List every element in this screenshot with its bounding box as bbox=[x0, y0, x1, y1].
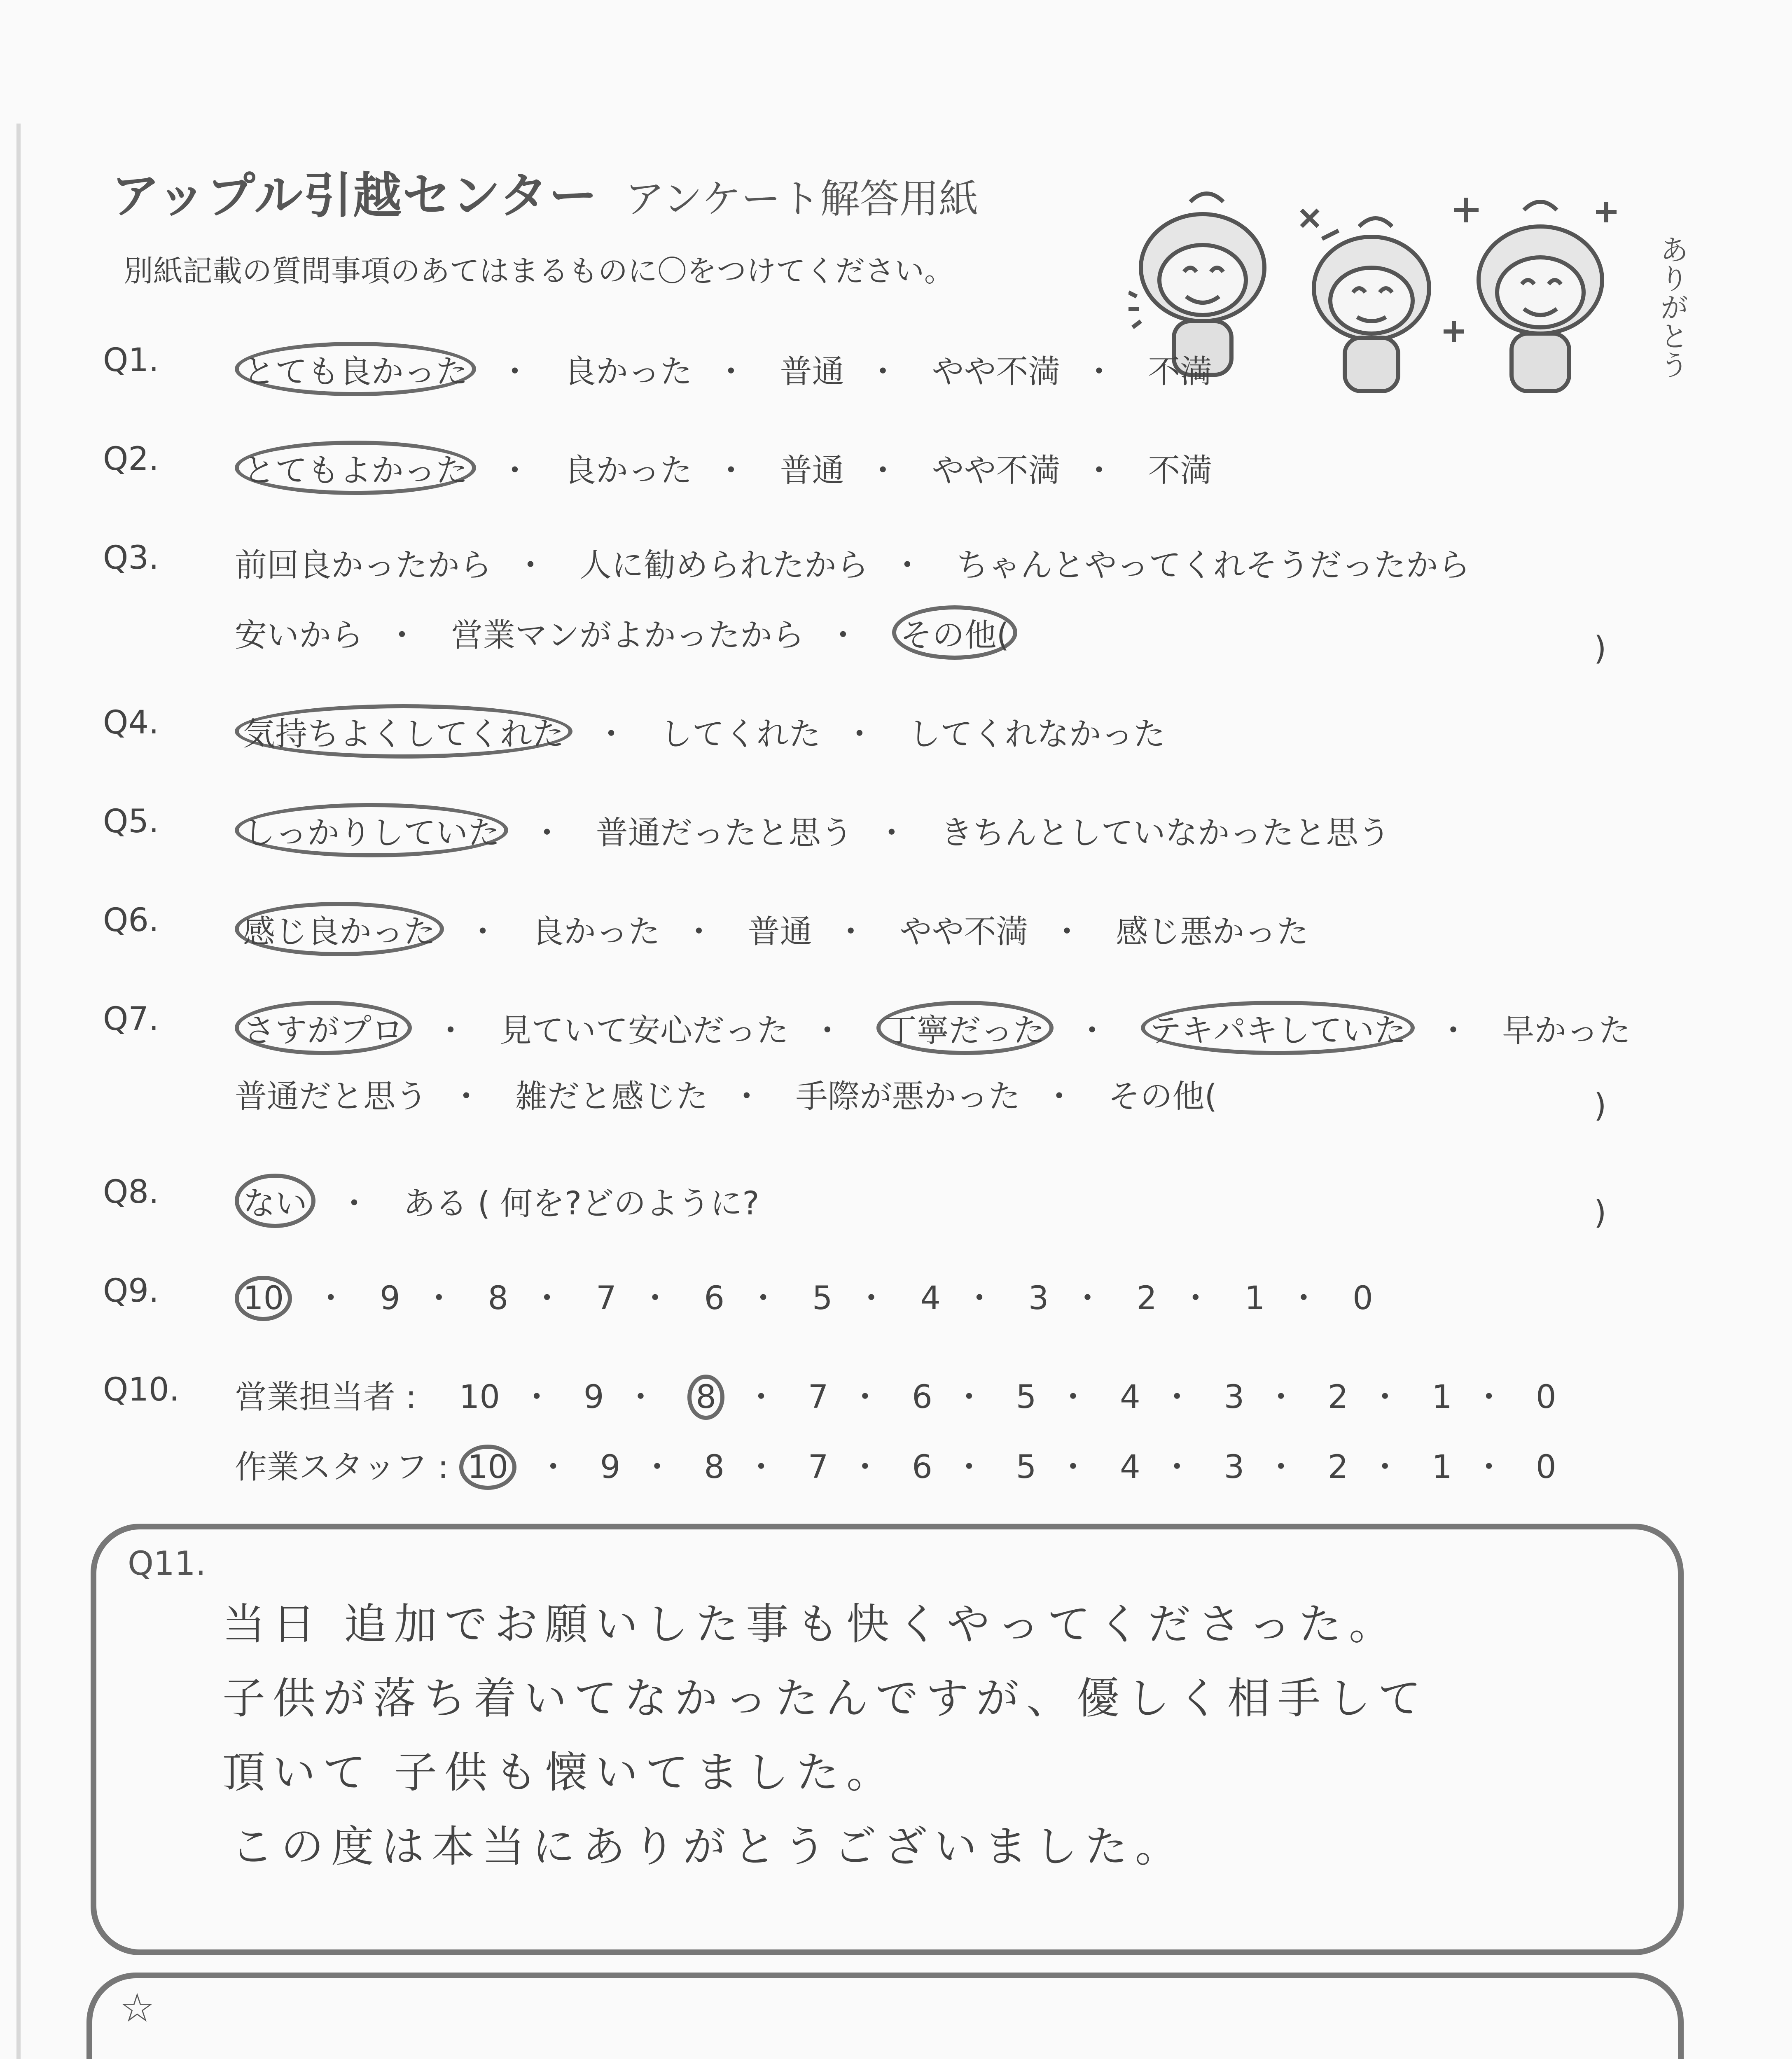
q4-option-3[interactable]: してくれなかった bbox=[908, 716, 1166, 753]
question-number: Q6. bbox=[103, 902, 159, 939]
q8-close-paren: ) bbox=[1594, 1194, 1607, 1231]
q6-option-1[interactable]: 感じ良かった bbox=[235, 902, 444, 956]
q7-option-other[interactable]: その他( bbox=[1108, 1078, 1217, 1115]
q10-staff-6[interactable]: 6 bbox=[912, 1449, 932, 1486]
q6-option-4[interactable]: やや不満 bbox=[900, 913, 1028, 950]
q9-score-6[interactable]: 6 bbox=[704, 1280, 725, 1317]
page-edge bbox=[16, 124, 21, 2059]
question-number: Q1. bbox=[103, 342, 159, 379]
q10-staff-7[interactable]: 7 bbox=[808, 1449, 829, 1486]
q3-option-5[interactable]: 営業マンがよかったから bbox=[451, 617, 804, 654]
q10-staff-5[interactable]: 5 bbox=[1016, 1449, 1037, 1486]
q9-score-4[interactable]: 4 bbox=[920, 1280, 941, 1317]
q9-score-8[interactable]: 8 bbox=[488, 1280, 509, 1317]
q10-sales-10[interactable]: 10 bbox=[459, 1379, 500, 1416]
q7-option-1[interactable]: さすがプロ bbox=[235, 1001, 412, 1055]
q10-sales-3[interactable]: 3 bbox=[1224, 1379, 1245, 1416]
q9-score-10[interactable]: 10 bbox=[235, 1276, 292, 1321]
q10-staff-label: 作業スタッフ : bbox=[235, 1449, 449, 1486]
q5-option-2[interactable]: 普通だったと思う bbox=[596, 815, 853, 852]
question-number: Q5. bbox=[103, 803, 159, 840]
q10-sales-row: 営業担当者 : 10 ・ 9 ・ 8 ・ 7 ・ 6 ・ 5 ・ 4 ・ 3 ・ 2 ・ 1 ・ 0 bbox=[235, 1371, 1556, 1420]
q6-option-3[interactable]: 普通 bbox=[748, 913, 812, 950]
question-number: Q8. bbox=[103, 1174, 159, 1211]
q11-comment-line-3: 頂いて 子供も懐いてました。 bbox=[222, 1747, 897, 1798]
q2-option-5[interactable]: 不満 bbox=[1148, 452, 1213, 489]
question-number: Q3. bbox=[103, 539, 159, 577]
q1-option-1[interactable]: とても良かった bbox=[235, 342, 476, 396]
q4-option-1[interactable]: 気持ちよくしてくれた bbox=[235, 704, 572, 759]
q3-option-1[interactable]: 前回良かったから bbox=[235, 547, 492, 584]
q10-sales-4[interactable]: 4 bbox=[1120, 1379, 1140, 1416]
q3-close-paren: ) bbox=[1594, 630, 1607, 667]
q10-sales-1[interactable]: 1 bbox=[1432, 1379, 1453, 1416]
q2-option-3[interactable]: 普通 bbox=[780, 452, 844, 489]
q2-option-2[interactable]: 良かった bbox=[563, 452, 692, 489]
q10-staff-10[interactable]: 10 bbox=[459, 1445, 516, 1490]
q3-option-4[interactable]: 安いから bbox=[235, 617, 364, 654]
q11-comment-line-1: 当日 追加でお願いした事も快くやってくださった。 bbox=[222, 1599, 1399, 1649]
star-icon: ☆ bbox=[119, 1985, 155, 2031]
q7-option-6[interactable]: 普通だと思う bbox=[235, 1078, 428, 1115]
q9-score-2[interactable]: 2 bbox=[1136, 1280, 1157, 1317]
q6-option-2[interactable]: 良かった bbox=[531, 913, 660, 950]
question-number: Q10. bbox=[103, 1371, 180, 1408]
q7-option-8[interactable]: 手際が悪かった bbox=[795, 1078, 1021, 1115]
q9-score-1[interactable]: 1 bbox=[1244, 1280, 1265, 1317]
q5-option-3[interactable]: きちんとしていなかったと思う bbox=[940, 815, 1390, 852]
company-title: アップル引越センター bbox=[111, 167, 598, 224]
q2-option-1[interactable]: とてもよかった bbox=[235, 441, 476, 495]
q10-staff-2[interactable]: 2 bbox=[1328, 1449, 1348, 1486]
q8-option-some[interactable]: ある ( 何を?どのように? bbox=[403, 1185, 759, 1222]
q1-option-3[interactable]: 普通 bbox=[780, 353, 844, 390]
q11-comment-line-2: 子供が落ち着いてなかったんですが、優しく相手して bbox=[222, 1673, 1429, 1723]
q7-option-2[interactable]: 見ていて安心だった bbox=[499, 1012, 789, 1049]
q7-option-5[interactable]: 早かった bbox=[1502, 1012, 1631, 1049]
q7-option-3[interactable]: 丁寧だった bbox=[876, 1001, 1054, 1055]
q10-sales-7[interactable]: 7 bbox=[808, 1379, 829, 1416]
mascot-illustration bbox=[1128, 185, 1697, 416]
question-number: Q7. bbox=[103, 1001, 159, 1038]
q1-option-2[interactable]: 良かった bbox=[563, 353, 692, 390]
q11-comment-line-4: この度は本当にありがとうございました。 bbox=[231, 1821, 1186, 1872]
star-note-box[interactable] bbox=[86, 1973, 1684, 2059]
question-number: Q9. bbox=[103, 1272, 159, 1310]
q7-option-7[interactable]: 雑だと感じた bbox=[515, 1078, 708, 1115]
instruction-text: 別紙記載の質問事項のあてはまるものに〇をつけてください。 bbox=[124, 254, 954, 288]
form-subtitle: アンケート解答用紙 bbox=[625, 176, 979, 222]
q10-sales-8[interactable]: 8 bbox=[687, 1375, 724, 1420]
q10-sales-2[interactable]: 2 bbox=[1328, 1379, 1348, 1416]
question-number: Q2. bbox=[103, 441, 159, 478]
q10-staff-row: 作業スタッフ : 10 ・ 9 ・ 8 ・ 7 ・ 6 ・ 5 ・ 4 ・ 3 ・ 2 ・ 1 ・ 0 bbox=[235, 1441, 1556, 1490]
q10-staff-3[interactable]: 3 bbox=[1224, 1449, 1245, 1486]
q9-score-3[interactable]: 3 bbox=[1028, 1280, 1049, 1317]
q11-label: Q11. bbox=[128, 1544, 206, 1583]
q9-score-0[interactable]: 0 bbox=[1353, 1280, 1373, 1317]
mascot-thanks-text: ありがとう bbox=[1655, 235, 1689, 379]
q2-option-4[interactable]: やや不満 bbox=[932, 452, 1061, 489]
q9-score-5[interactable]: 5 bbox=[812, 1280, 833, 1317]
question-number: Q4. bbox=[103, 704, 159, 741]
q8-option-none[interactable]: ない bbox=[235, 1174, 315, 1228]
q10-sales-9[interactable]: 9 bbox=[583, 1379, 604, 1416]
q3-option-other[interactable]: その他( bbox=[892, 605, 1017, 660]
q3-option-3[interactable]: ちゃんとやってくれそうだったから bbox=[956, 547, 1470, 584]
q10-sales-5[interactable]: 5 bbox=[1016, 1379, 1037, 1416]
q10-staff-4[interactable]: 4 bbox=[1120, 1449, 1140, 1486]
q10-sales-0[interactable]: 0 bbox=[1535, 1379, 1556, 1416]
q7-option-4[interactable]: テキパキしていた bbox=[1141, 1001, 1414, 1055]
q6-option-5[interactable]: 感じ悪かった bbox=[1116, 913, 1309, 950]
q10-sales-6[interactable]: 6 bbox=[912, 1379, 932, 1416]
q3-option-2[interactable]: 人に勧められたから bbox=[579, 547, 869, 584]
q9-score-7[interactable]: 7 bbox=[596, 1280, 617, 1317]
q7-close-paren: ) bbox=[1594, 1087, 1607, 1124]
q10-staff-1[interactable]: 1 bbox=[1432, 1449, 1453, 1486]
q1-option-5[interactable]: 不満 bbox=[1148, 353, 1213, 390]
q10-staff-9[interactable]: 9 bbox=[600, 1449, 621, 1486]
q10-sales-label: 営業担当者 : bbox=[235, 1379, 417, 1416]
q4-option-2[interactable]: してくれた bbox=[660, 716, 821, 753]
q10-staff-0[interactable]: 0 bbox=[1535, 1449, 1556, 1486]
q1-option-4[interactable]: やや不満 bbox=[932, 353, 1061, 390]
form-header bbox=[111, 156, 979, 226]
q9-score-9[interactable]: 9 bbox=[380, 1280, 400, 1317]
q10-staff-8[interactable]: 8 bbox=[704, 1449, 724, 1486]
q5-option-1[interactable]: しっかりしていた bbox=[235, 803, 508, 857]
